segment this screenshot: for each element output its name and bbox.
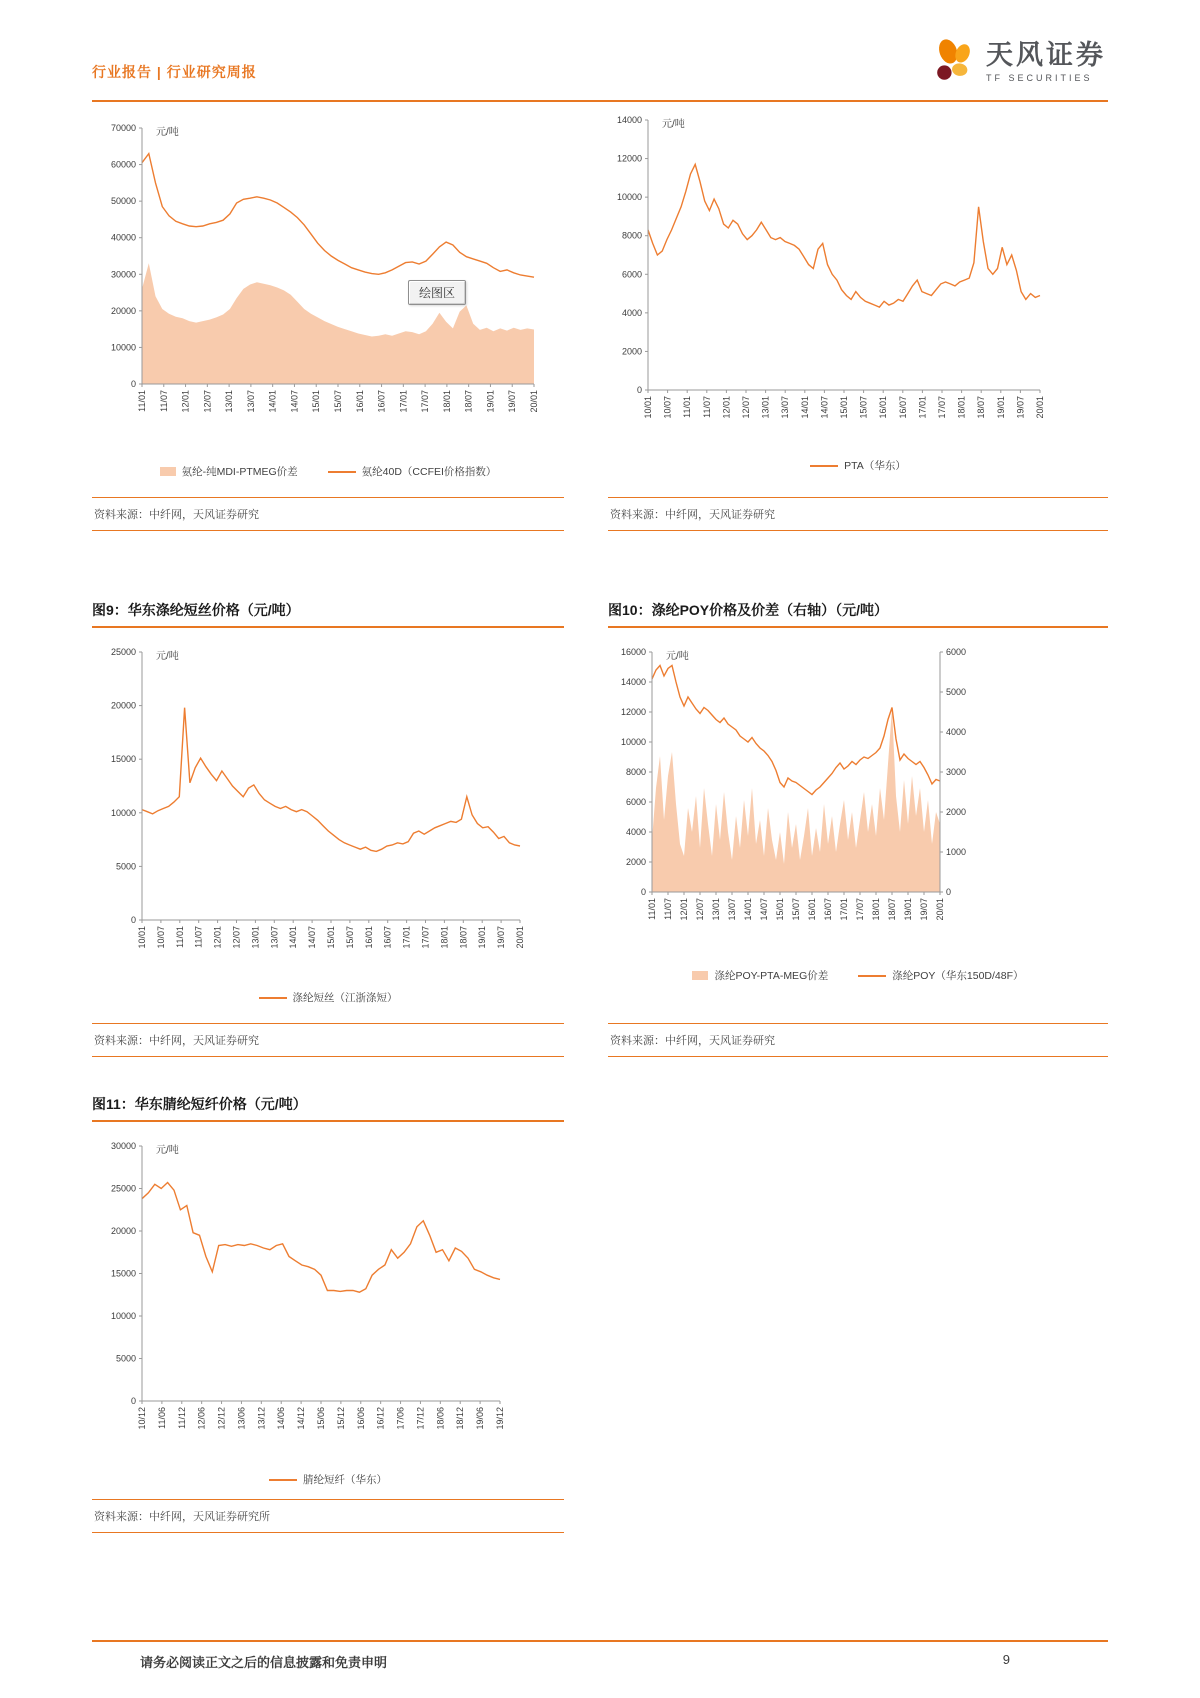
svg-text:15/07: 15/07 [858,396,869,419]
legend-item [160,464,298,479]
svg-text:60000: 60000 [110,159,136,170]
svg-text:20/01: 20/01 [529,390,539,413]
svg-text:20/01: 20/01 [935,898,945,921]
svg-text:15000: 15000 [110,1268,136,1279]
svg-text:11/12: 11/12 [176,1407,187,1429]
tf-securities-logo [930,36,1106,88]
svg-text:3000: 3000 [946,767,967,777]
svg-text:19/07: 19/07 [919,898,929,921]
svg-text:0: 0 [130,379,136,389]
svg-text:13/06: 13/06 [236,1407,247,1430]
header-rule [92,100,1108,102]
svg-text:5000: 5000 [115,861,136,872]
svg-text:0: 0 [640,887,646,897]
legend-label: 涤纶POY（华东150D/48F） [892,970,1024,982]
source-note: 资料来源：中纤网，天风证券研究所 [92,1499,564,1533]
svg-text:16/01: 16/01 [878,396,889,419]
svg-text:16/12: 16/12 [375,1407,386,1430]
svg-text:10/07: 10/07 [662,396,673,419]
brand-subtitle: TF SECURITIES [986,72,1093,83]
brand-name: 天风证券 [986,39,1106,70]
svg-text:25000: 25000 [110,647,136,657]
svg-text:13/01: 13/01 [760,396,771,419]
svg-text:10/01: 10/01 [643,396,653,419]
footer-disclaimer: 请务必阅读正文之后的信息披露和免责申明 [140,1655,388,1670]
svg-text:19/07: 19/07 [496,926,507,949]
svg-text:17/07: 17/07 [937,396,947,419]
svg-text:40000: 40000 [110,232,136,243]
svg-text:18/06: 18/06 [435,1407,446,1430]
svg-text:0: 0 [130,1396,136,1406]
svg-text:20000: 20000 [110,305,136,316]
svg-text:8000: 8000 [625,767,646,777]
svg-text:13/12: 13/12 [256,1407,267,1430]
svg-text:15/12: 15/12 [335,1407,346,1430]
svg-text:19/01: 19/01 [995,396,1006,419]
legend-label: 氨纶-纯MDI-PTMEG价差 [181,466,298,478]
source-note: 资料来源：中纤网，天风证券研究 [608,1023,1108,1057]
svg-text:11/01: 11/01 [647,898,657,920]
svg-text:17/07: 17/07 [420,926,431,949]
svg-text:14/07: 14/07 [759,898,769,921]
svg-text:18/01: 18/01 [956,396,967,419]
svg-text:14000: 14000 [616,115,642,125]
area-swatch [160,467,176,476]
figure-10 [608,600,1108,1057]
svg-text:15/07: 15/07 [791,898,801,921]
svg-text:11/07: 11/07 [158,390,169,412]
svg-text:6000: 6000 [946,647,967,657]
svg-text:12000: 12000 [616,153,642,164]
svg-text:19/07: 19/07 [507,390,518,413]
svg-text:12/06: 12/06 [196,1407,207,1430]
poy-price-spread-chart [608,636,1108,966]
svg-text:18/12: 18/12 [455,1407,466,1430]
svg-text:元/吨: 元/吨 [666,651,689,662]
svg-text:11/07: 11/07 [663,898,673,920]
legend [92,464,564,479]
tf-securities-logo-icon [930,36,976,88]
svg-text:19/06: 19/06 [475,1407,486,1430]
svg-text:14/07: 14/07 [307,926,318,949]
legend-item [328,464,497,479]
svg-text:6000: 6000 [625,797,646,807]
svg-text:13/07: 13/07 [780,396,791,419]
figure-11-title: 图11：华东腈纶短纤价格（元/吨） [92,1094,564,1122]
svg-text:12/07: 12/07 [695,898,705,921]
svg-text:16/01: 16/01 [354,390,365,413]
svg-text:12/07: 12/07 [231,926,242,949]
source-note: 资料来源：中纤网，天风证券研究 [92,497,564,531]
line-swatch [259,997,287,999]
line-swatch [810,465,838,467]
svg-text:15/01: 15/01 [775,898,785,921]
svg-text:13/01: 13/01 [224,390,235,413]
svg-text:1000: 1000 [946,847,967,857]
legend-item [269,1472,387,1487]
svg-text:元/吨: 元/吨 [156,651,179,662]
plot-area-tooltip: 绘图区 [408,280,466,305]
svg-text:11/01: 11/01 [174,926,185,948]
svg-text:30000: 30000 [110,1141,136,1151]
svg-text:12/01: 12/01 [679,898,689,921]
svg-text:16/07: 16/07 [382,926,393,949]
svg-text:17/07: 17/07 [420,390,431,413]
line-swatch [269,1479,297,1481]
svg-text:14/07: 14/07 [289,390,300,413]
svg-text:20000: 20000 [110,700,136,711]
svg-text:11/01: 11/01 [682,396,693,418]
figure-9 [92,600,564,1057]
svg-text:14/01: 14/01 [743,898,753,921]
legend-label: PTA（华东） [844,460,906,472]
legend-label: 腈纶短纤（华东） [303,1474,387,1486]
svg-text:13/01: 13/01 [711,898,721,921]
report-type-title: 行业报告 | 行业研究周报 [92,64,257,80]
svg-text:17/01: 17/01 [839,898,849,921]
svg-text:16/07: 16/07 [823,898,833,921]
svg-text:16000: 16000 [620,647,646,657]
legend [92,990,564,1005]
svg-text:18/01: 18/01 [439,926,450,949]
svg-text:元/吨: 元/吨 [156,1145,179,1156]
svg-text:4000: 4000 [625,827,646,837]
svg-text:19/07: 19/07 [1015,396,1026,419]
svg-text:17/01: 17/01 [917,396,928,419]
figure-10-title: 图10：涤纶POY价格及价差（右轴）（元/吨） [608,600,1108,628]
svg-text:10000: 10000 [110,342,136,353]
svg-text:14000: 14000 [620,677,646,687]
svg-text:13/07: 13/07 [245,390,256,413]
svg-text:19/01: 19/01 [477,926,488,949]
svg-text:14/07: 14/07 [819,396,830,419]
figure-11 [92,1094,564,1533]
svg-text:12/07: 12/07 [741,396,751,419]
figure-spandex [92,112,564,531]
svg-text:4000: 4000 [621,307,642,318]
svg-text:12/12: 12/12 [216,1407,227,1430]
acrylic-staple-price-chart [92,1130,564,1470]
svg-text:30000: 30000 [110,269,136,280]
line-swatch [858,975,886,977]
svg-text:0: 0 [946,887,952,897]
svg-text:元/吨: 元/吨 [156,127,179,138]
svg-text:10/07: 10/07 [155,926,166,949]
area-swatch [692,971,708,980]
svg-text:16/01: 16/01 [807,898,817,921]
svg-text:4000: 4000 [946,727,967,737]
svg-text:13/01: 13/01 [250,926,261,949]
legend-item [259,990,398,1005]
svg-text:2000: 2000 [946,807,967,817]
svg-text:15/01: 15/01 [311,390,322,413]
svg-text:50000: 50000 [110,196,136,207]
footer-rule [92,1640,1108,1642]
tf-securities-logo-text [986,39,1106,83]
svg-text:2000: 2000 [621,346,642,357]
svg-text:15/06: 15/06 [316,1407,326,1430]
source-note: 资料来源：中纤网，天风证券研究 [92,1023,564,1057]
svg-text:18/07: 18/07 [463,390,474,413]
svg-text:15/07: 15/07 [344,926,355,949]
svg-text:16/01: 16/01 [363,926,374,949]
svg-text:0: 0 [130,915,136,925]
svg-text:15000: 15000 [110,754,136,765]
svg-text:14/01: 14/01 [799,396,810,419]
svg-text:16/07: 16/07 [376,390,387,413]
svg-text:19/12: 19/12 [495,1407,505,1430]
polyester-staple-price-chart [92,636,564,988]
svg-text:15/01: 15/01 [839,396,849,419]
svg-text:17/12: 17/12 [415,1407,426,1430]
svg-text:13/07: 13/07 [727,898,737,921]
svg-text:12000: 12000 [620,707,646,717]
svg-text:2000: 2000 [625,857,646,867]
svg-text:元/吨: 元/吨 [662,119,685,130]
svg-text:10000: 10000 [616,192,642,203]
svg-text:10000: 10000 [110,1311,136,1321]
svg-text:18/01: 18/01 [871,898,881,921]
svg-text:14/01: 14/01 [267,390,278,413]
svg-text:12/01: 12/01 [180,390,191,413]
svg-text:10000: 10000 [110,807,136,818]
svg-text:14/01: 14/01 [288,926,299,949]
svg-text:5000: 5000 [115,1353,136,1364]
svg-text:16/06: 16/06 [355,1407,366,1430]
svg-text:10/01: 10/01 [137,926,147,949]
svg-text:16/07: 16/07 [897,396,908,419]
legend-item [810,458,906,473]
svg-text:10/12: 10/12 [137,1407,147,1430]
svg-text:17/01: 17/01 [398,390,409,413]
svg-text:11/01: 11/01 [137,390,147,412]
svg-text:17/07: 17/07 [855,898,865,921]
svg-text:11/07: 11/07 [701,396,712,418]
svg-text:17/06: 17/06 [395,1407,406,1430]
svg-text:18/01: 18/01 [441,390,452,413]
svg-text:18/07: 18/07 [458,926,469,949]
svg-text:70000: 70000 [110,123,136,133]
legend-label: 涤纶短丝（江浙涤短） [292,992,398,1004]
svg-text:18/07: 18/07 [887,898,897,921]
legend-item [858,968,1023,983]
svg-text:10000: 10000 [620,737,646,747]
spandex-price-chart [92,112,564,462]
svg-text:18/07: 18/07 [976,396,987,419]
legend-label: 氨纶40D（CCFEI价格指数） [361,466,497,478]
legend [92,1472,564,1487]
svg-text:20/01: 20/01 [515,926,525,949]
svg-text:12/01: 12/01 [721,396,732,419]
svg-text:12/01: 12/01 [212,926,223,949]
svg-text:14/12: 14/12 [296,1407,307,1430]
svg-text:25000: 25000 [110,1183,136,1194]
svg-text:0: 0 [636,385,642,395]
svg-text:20/01: 20/01 [1035,396,1045,419]
figure-9-title: 图9：华东涤纶短丝价格（元/吨） [92,600,564,628]
svg-text:14/06: 14/06 [276,1407,287,1430]
svg-text:17/01: 17/01 [401,926,412,949]
svg-text:15/01: 15/01 [326,926,336,949]
legend-item [692,968,828,983]
legend [608,458,1108,473]
page-number: 9 [1002,1652,1010,1667]
svg-text:8000: 8000 [621,230,642,241]
source-note: 资料来源：中纤网，天风证券研究 [608,497,1108,531]
svg-text:19/01: 19/01 [485,390,496,413]
svg-text:15/07: 15/07 [333,390,343,413]
svg-text:12/07: 12/07 [202,390,213,413]
pta-price-chart [608,106,1108,456]
svg-text:11/06: 11/06 [156,1407,167,1429]
svg-text:13/07: 13/07 [269,926,280,949]
legend-label: 涤纶POY-PTA-MEG价差 [714,970,829,982]
line-swatch [328,471,356,473]
svg-text:19/01: 19/01 [903,898,913,921]
svg-text:6000: 6000 [621,269,642,280]
svg-text:11/07: 11/07 [193,926,204,948]
legend [608,968,1108,983]
svg-text:5000: 5000 [946,687,967,697]
figure-pta [608,106,1108,531]
svg-text:20000: 20000 [110,1226,136,1236]
